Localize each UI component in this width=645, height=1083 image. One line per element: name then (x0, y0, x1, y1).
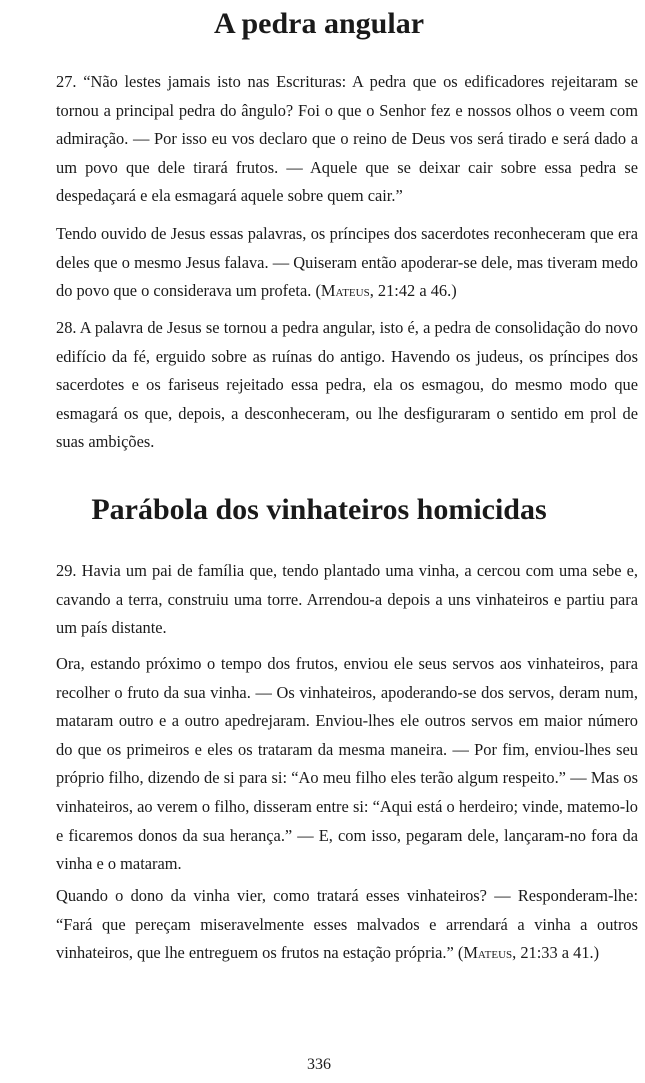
paragraph (56, 68, 638, 211)
paragraph-text: 29. Havia um pai de família que, tendo plantado uma vinha, a cercou com uma sebe e, cavando a terra, construiu uma torre. Arrendou-a depois a uns vinhateiros e partiu para um país distante. (56, 561, 638, 638)
section-title: Parábola dos vinhateiros homicidas (91, 493, 547, 526)
paragraph (56, 650, 638, 879)
paragraph-text: 27. “Não lestes jamais isto nas Escrituras: A pedra que os edificadores rejeitaram se tornou a principal pedra do ângulo? Foi o que o Senhor fez e nossos olhos o veem com admiração. — Por isso eu vos declaro que o reino de Deus vos será tirado e será dado a um povo que dele tirará frutos. — Aquele que se deixar cair sobre essa pedra se despedaçará e ela esmagará aquele sobre quem cair.” (56, 72, 638, 206)
section-title: A pedra angular (213, 7, 425, 40)
scripture-reference-book: Mateus (463, 943, 513, 963)
paragraph (56, 557, 638, 643)
scripture-reference-verse: , 21:33 a 41.) (512, 943, 600, 963)
paragraph (56, 220, 638, 306)
paragraph-text: 28. A palavra de Jesus se tornou a pedra angular, isto é, a pedra de consolidação do novo edifício da fé, erguido sobre as ruínas do antigo. Havendo os judeus, os príncipes dos sacerdotes e os fariseus rejeitado essa pedra, ela os esmagou, do mesmo modo que esmagará os que, depois, a desconheceram, ou lhe desfiguraram o sentido em prol de suas ambições. (56, 318, 638, 452)
scripture-reference-verse: , 21:42 a 46.) (369, 281, 457, 301)
paragraph-text: Quando o dono da vinha vier, como tratará esses vinhateiros? — Responderam-lhe: “Fará que pereçam miseravelmente esses malvados e arrendará a vinha a outros vinhateiros, que lhe entreguem os frutos na estação própria.” ( (56, 886, 638, 963)
paragraph-text: Ora, estando próximo o tempo dos frutos, enviou ele seus servos aos vinhateiros, para recolher o fruto da sua vinha. — Os vinhateiros, apoderando-se dos servos, deram num, mataram outro e a outro apedrejaram. Enviou-lhes ele outros servos em maior número do que os primeiros e eles os trataram da mesma maneira. — Por fim, enviou-lhes seu próprio filho, dizendo de si para si: “Ao meu filho eles terão algum respeito.” — Mas os vinhateiros, ao verem o filho, disseram entre si: “Aqui está o herdeiro; vinde, matemo-lo e ficaremos donos da sua herança.” — E, com isso, pegaram dele, lançaram-no fora da vinha e o mataram. (56, 654, 638, 874)
paragraph (56, 882, 638, 968)
scripture-reference-book: Mateus (320, 281, 370, 301)
paragraph-text: Tendo ouvido de Jesus essas palavras, os príncipes dos sacerdotes reconheceram que era deles que o mesmo Jesus falava. — Quiseram então apoderar-se dele, mas tiveram medo do povo que o considerava um profeta. ( (56, 224, 638, 301)
page-number: 336 (307, 1056, 331, 1073)
paragraph (56, 314, 638, 457)
